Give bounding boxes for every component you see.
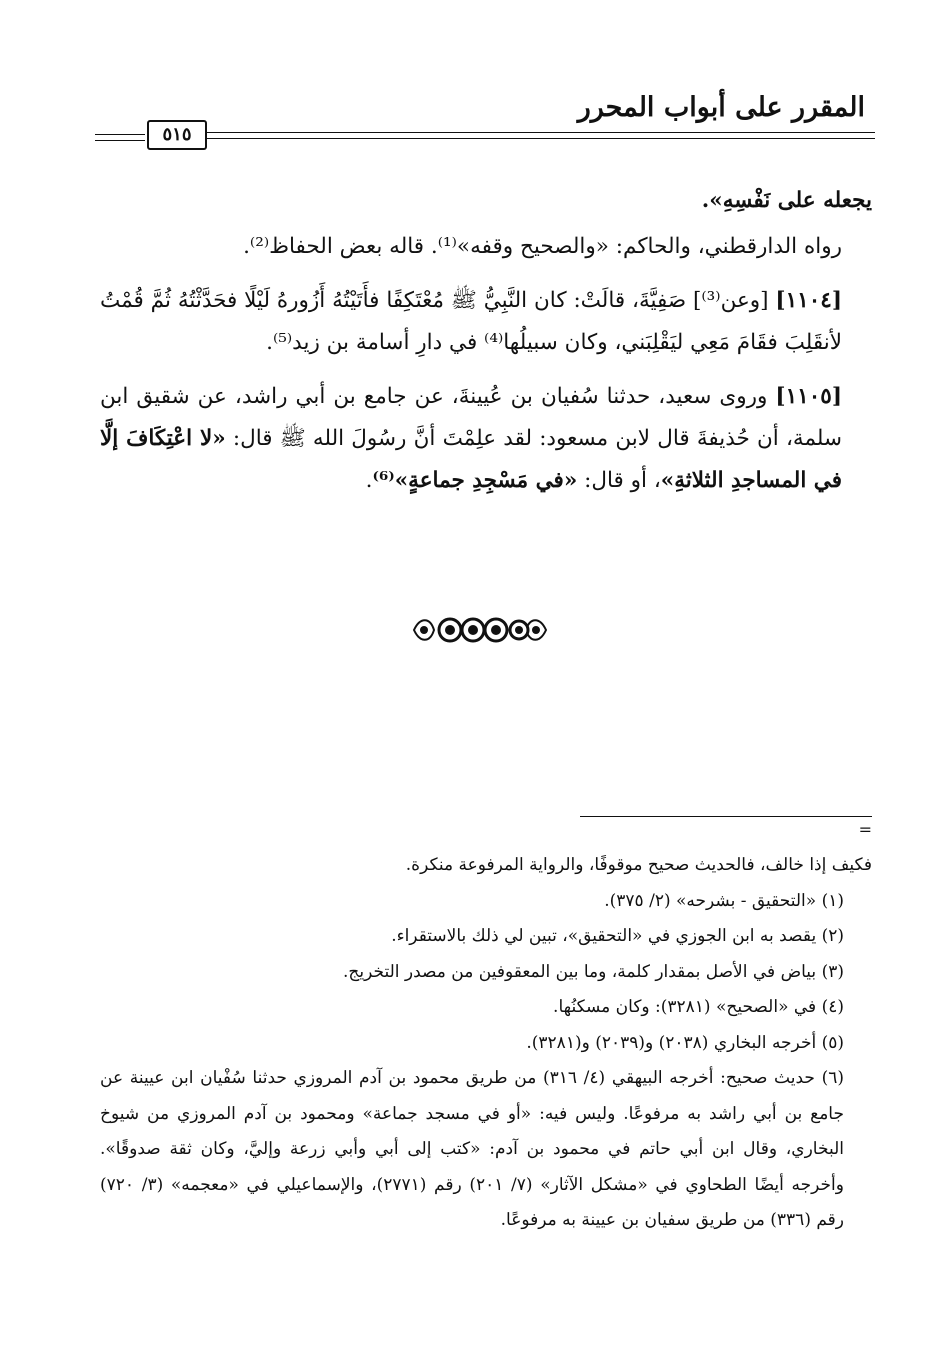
section-ornament (410, 613, 550, 647)
paragraph: يجعله على نَفْسِهِ». (701, 188, 872, 213)
main-text (100, 180, 872, 514)
hadith-number: [١١٠٤] (775, 288, 842, 313)
hadith-1105 (100, 376, 872, 502)
header-rule (205, 138, 875, 139)
running-title: المقرر على أبواب المحرر (577, 92, 865, 123)
page-number: ٥١٥ (147, 120, 207, 150)
hadith-number: [١١٠٥] (775, 384, 842, 409)
continuation-mark: = (858, 820, 872, 839)
page-header (95, 92, 875, 152)
footnote-divider (580, 816, 872, 817)
hadith-text: وروى سعيد، حدثنا سُفيان بن عُيينةَ، عن جامع بن أبي راشد، عن شقيق ابن سلمة، أن حُذيفةَ قال لابن مسعود: لقد علِمْتَ أنَّ رسُولَ الله ﷺ قال: (100, 384, 843, 451)
footnotes (100, 848, 872, 1239)
header-rule (95, 134, 145, 135)
footnote: (١) «التحقيق - بشرحه» (٢/ ٣٧٥). (604, 890, 844, 911)
footnote-continuation: فكيف إذا خالف، فالحديث صحيح موقوفًا، والرواية المرفوعة منكرة. (405, 855, 872, 875)
hadith-text: . (365, 468, 373, 493)
hadith-1104 (100, 280, 872, 364)
header-rule (95, 140, 145, 141)
footnote: (٢) يقصد به ابن الجوزي في «التحقيق»، تبين لي ذلك بالاستقراء. (391, 926, 844, 946)
footnote: (٦) حديث صحيح: أخرجه البيهقي (٤/ ٣١٦) من طريق محمود بن آدم المروزي حدثنا سُفْيان ابن عيينة عن جامع بن أبي راشد به مرفوعًا. وليس فيه: «أو في مسجد جماعة» ومحمود بن آدم المروزي من شيوخ البخاري، وقال ابن أبي حاتم في محمود بن آدم: «كتب إلى أبي وأبي زرعة وإليَّ، وكان ثقة صدوقًا». وأخرجه أيضًا الطحاوي في «مشكل الآثار» (٧/ ٢٠١) رقم (٢٧٧١)، والإسماعيلي في «معجمه» (٣/ ٧٢٠) رقم (٣٣٦) من طريق سفيان بن عيينة به مرفوعًا. (100, 1068, 844, 1230)
hadith-text: ، أو قال: (577, 468, 661, 493)
hadith-quote: «لا اعْتِكَافَ إلَّا في المساجدِ الثلاثةِ» (100, 426, 842, 493)
footnote: (٥) أخرجه البخاري (٢٠٣٨) و(٢٠٣٩) و(٣٢٨١). (526, 1032, 844, 1053)
footnote: (٣) بياض في الأصل بمقدار كلمة، وما بين المعقوفين من مصدر التخريج. (343, 961, 844, 982)
header-rule (205, 132, 875, 133)
hadith-quote: «في مَسْجِدِ جماعةٍ»⁽⁶⁾ (372, 468, 578, 493)
paragraph: رواه الدارقطني، والحاكم: «والصحيح وقفه»⁽¹⁾. قاله بعض الحفاظ⁽²⁾. (243, 234, 842, 259)
hadith-text: [وعن⁽³⁾] صَفِيَّةَ، قالَتْ: كان النَّبِيُّ ﷺ مُعْتَكِفًا فأَتَيْتُهُ أَزُورهُ لَيْلًا فحَدَّثْتُهُ ثُمَّ قُمْتُ لأنقَلِبَ فقَامَ مَعِي ليَقْلِبَني، وكان سبيلُها⁽⁴⁾ في دارِ أسامة بن زيد⁽⁵⁾. (100, 288, 842, 355)
footnote: (٤) في «الصحيح» (٣٢٨١): وكان مسكنُها. (553, 997, 844, 1017)
